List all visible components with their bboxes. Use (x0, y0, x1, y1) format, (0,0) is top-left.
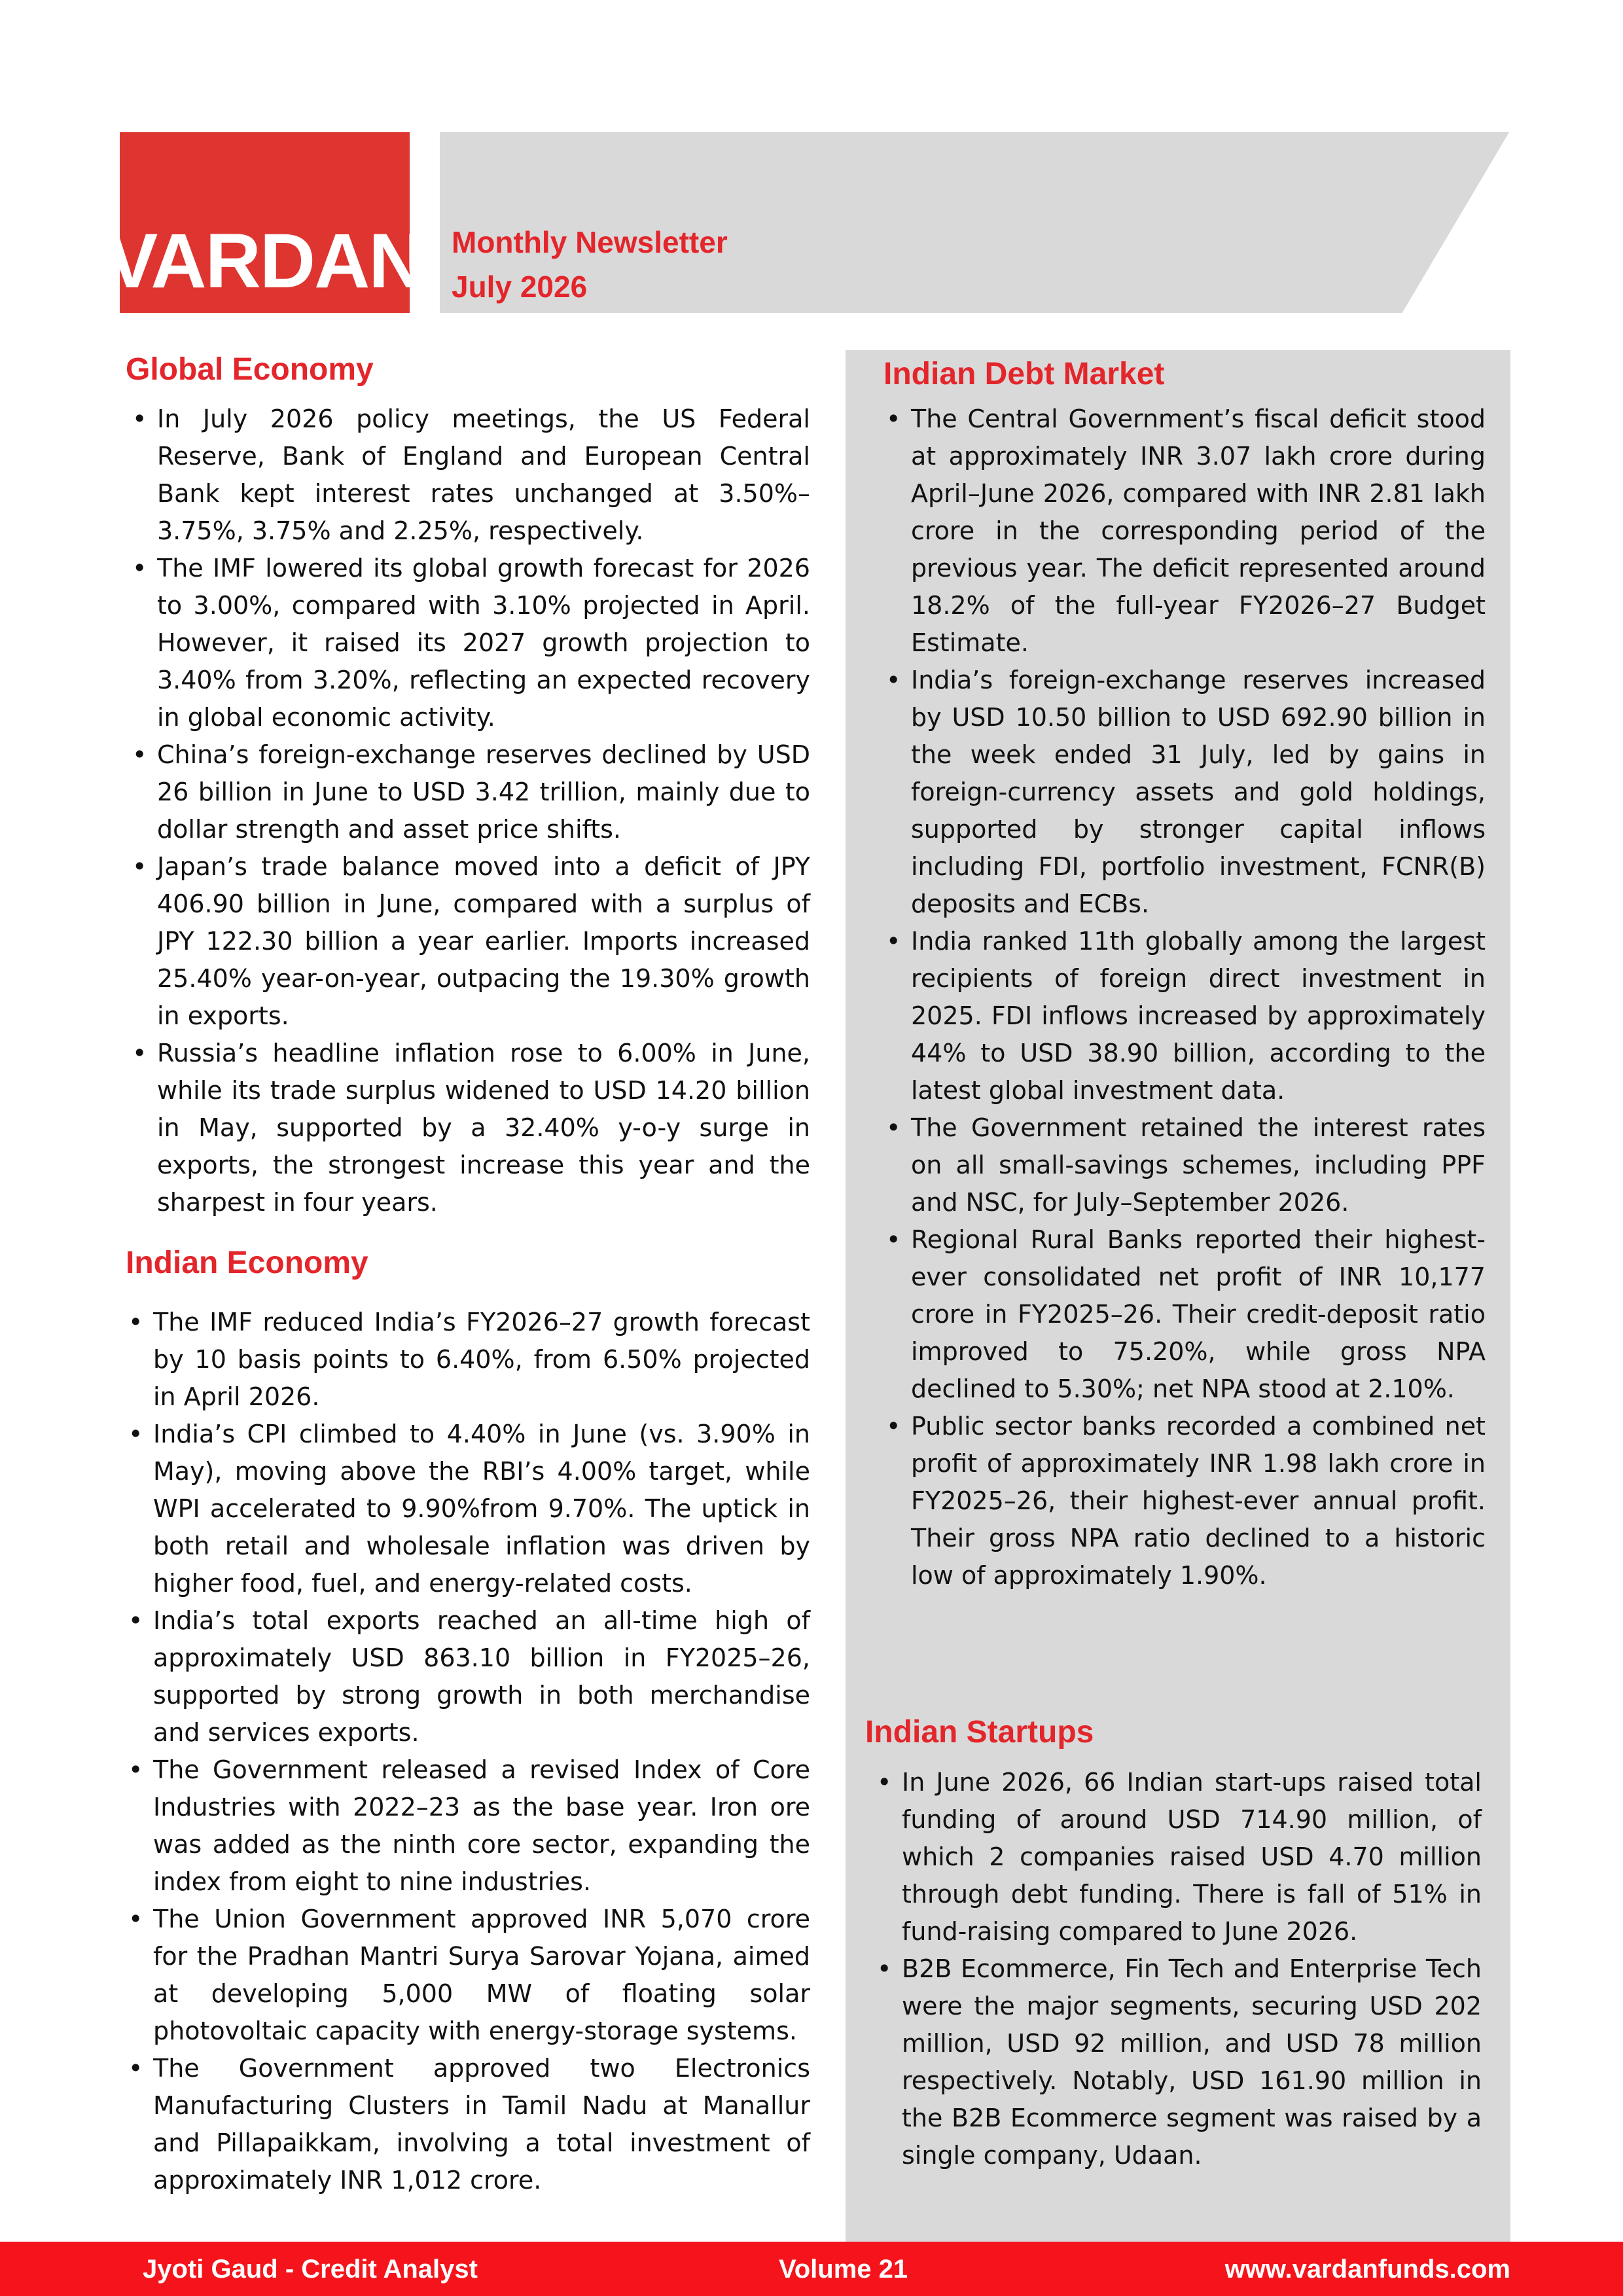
indian-debt-market-heading: Indian Debt Market (883, 357, 1165, 391)
global-economy-heading: Global Economy (126, 352, 374, 387)
footer-author: Jyoti Gaud - Credit Analyst (143, 2255, 478, 2284)
list-item: • B2B Ecommerce, Fin Tech and Enterprise Tech were the major segments, securing USD 202 million, USD 92 million, and USD 78 million respectively. Notably, USD 161.90 million in the B2B Ecommerce segment was raised by a single company, Udaan. (874, 1950, 1482, 2174)
list-item: • The IMF lowered its global growth forecast for 2026 to 3.00%, compared with 3.10% projected in April. However, it raised its 2027 growth projection to 3.40% from 3.20%, reflecting an expected recovery in global economic activity. (130, 550, 810, 736)
list-item: • Public sector banks recorded a combined net profit of approximately INR 1.98 lakh crore in FY2025–26, their highest-ever annual profit. Their gross NPA ratio declined to a historic low of approximately 1.90%. (883, 1408, 1486, 1594)
list-item: • India’s CPI climbed to 4.40% in June (vs. 3.90% in May), moving above the RBI’s 4.00% target, while WPI accelerated to 9.90%from 9.70%. The uptick in both retail and wholesale inflation was driven by higher food, fuel, and energy-related costs. (126, 1416, 810, 1602)
list-item: • The IMF reduced India’s FY2026–27 growth forecast by 10 basis points to 6.40%, from 6.50% projected in April 2026. (126, 1304, 810, 1416)
list-item: • India ranked 11th globally among the largest recipients of foreign direct investment in 2025. FDI inflows increased by approximately 44% to USD 38.90 billion, according to the latest global investment data. (883, 923, 1486, 1109)
list-item: • The Government released a revised Index of Core Industries with 2022–23 as the base year. Iron ore was added as the ninth core sector, expanding the index from eight to nine industries. (126, 1751, 810, 1901)
list-item: • The Central Government’s fiscal deficit stood at approximately INR 3.07 lakh crore during April–June 2026, compared with INR 2.81 lakh crore in the corresponding period of the previous year. The deficit represented around 18.2% of the full-year FY2026–27 Budget Estimate. (883, 401, 1486, 662)
list-item: • India’s total exports reached an all-time high of approximately USD 863.10 billion in FY2025–26, supported by strong growth in both merchandise and services exports. (126, 1602, 810, 1751)
list-item: • Russia’s headline inflation rose to 6.00% in June, while its trade surplus widened to USD 14.20 billion in May, supported by a 32.40% y-o-y surge in exports, the strongest increase this year and the sharpest in four years. (130, 1035, 810, 1221)
list-item: • China’s foreign-exchange reserves declined by USD 26 billion in June to USD 3.42 trillion, mainly due to dollar strength and asset price shifts. (130, 736, 810, 848)
list-item: • In July 2026 policy meetings, the US Federal Reserve, Bank of England and European Central Bank kept interest rates unchanged at 3.50%–3.75%, 3.75% and 2.25%, respectively. (130, 401, 810, 550)
indian-economy-heading: Indian Economy (126, 1246, 368, 1280)
list-item: • The Government retained the interest rates on all small-savings schemes, including PPF and NSC, for July–September 2026. (883, 1109, 1486, 1221)
indian-debt-market-list (883, 401, 1486, 1594)
indian-economy-list (126, 1304, 810, 2199)
list-item: • Japan’s trade balance moved into a deficit of JPY 406.90 billion in June, compared with a surplus of JPY 122.30 billion a year earlier. Imports increased 25.40% year-on-year, outpacing the 19.30% growth in exports. (130, 848, 810, 1035)
indian-startups-list (874, 1764, 1482, 2174)
vardan-logo (106, 132, 423, 313)
footer-bar (0, 2242, 1623, 2296)
newsletter-title (452, 220, 728, 309)
list-item: • The Government approved two Electronics Manufacturing Clusters in Tamil Nadu at Manallur and Pillapaikkam, involving a total investment of approximately INR 1,012 crore. (126, 2050, 810, 2199)
list-item: • Regional Rural Banks reported their highest-ever consolidated net profit of INR 10,177 crore in FY2025–26. Their credit-deposit ratio improved to 75.20%, while gross NPA declined to 5.30%; net NPA stood at 2.10%. (883, 1221, 1486, 1408)
list-item: • In June 2026, 66 Indian start-ups raised total funding of around USD 714.90 million, of which 2 companies raised USD 4.70 million through debt funding. There is fall of 51% in fund-raising compared to June 2026. (874, 1764, 1482, 1950)
footer-volume: Volume 21 (779, 2255, 908, 2284)
newsletter-title-line1: Monthly Newsletter (452, 225, 728, 259)
indian-startups-heading: Indian Startups (865, 1715, 1094, 1749)
list-item: • India’s foreign-exchange reserves increased by USD 10.50 billion to USD 692.90 billion in the week ended 31 July, led by gains in foreign-currency assets and gold holdings, supported by stronger capital inflows including FDI, portfolio investment, FCNR(B) deposits and ECBs. (883, 662, 1486, 923)
newsletter-issue-date: July 2026 (452, 270, 588, 304)
list-item: • The Union Government approved INR 5,070 crore for the Pradhan Mantri Surya Sarovar Yojana, aimed at developing 5,000 MW of floating solar photovoltaic capacity with energy-storage systems. (126, 1901, 810, 2050)
logo-text: VARDAN (106, 218, 423, 304)
footer-website-link[interactable]: www.vardanfunds.com (1224, 2255, 1510, 2284)
global-economy-list (130, 401, 810, 1221)
